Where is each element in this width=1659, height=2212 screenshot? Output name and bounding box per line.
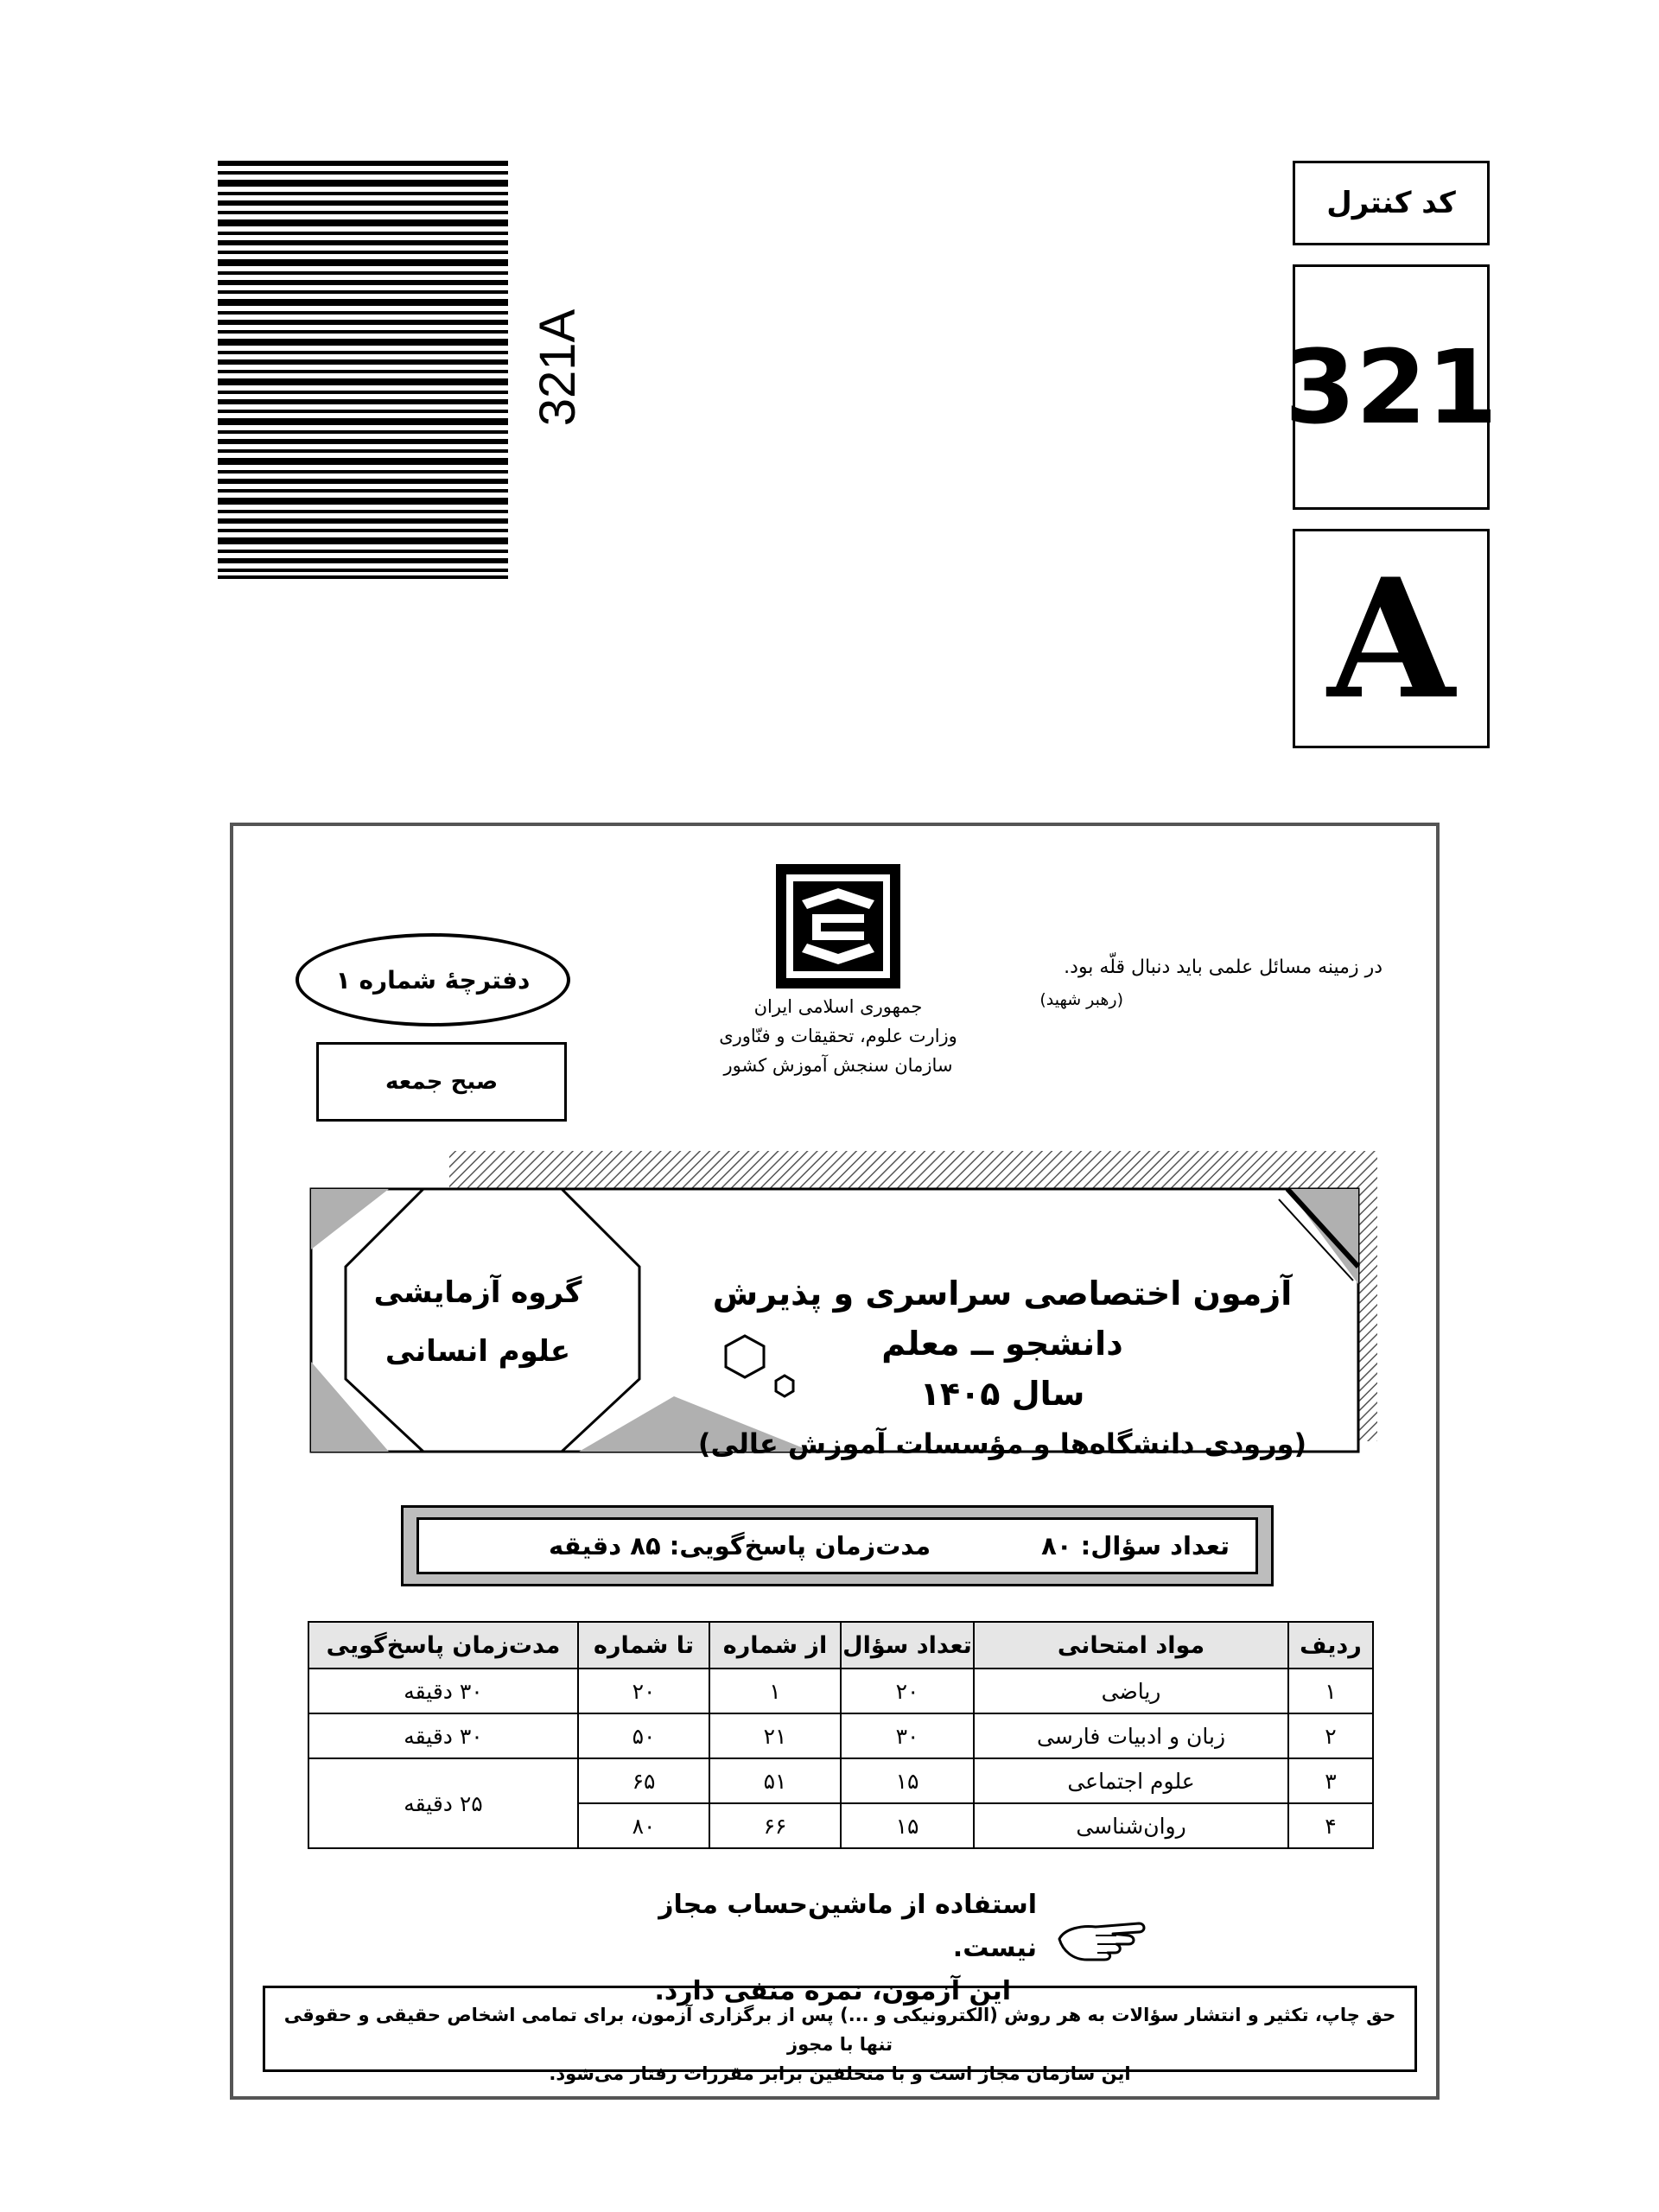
question-count-cell: ۱۵	[841, 1758, 974, 1803]
answer-duration: مدت‌زمان پاسخ‌گویی: ۸۵ دقیقه	[549, 1531, 931, 1560]
question-count: تعداد سؤال: ۸۰	[1041, 1531, 1230, 1560]
info-bar	[416, 1517, 1258, 1574]
exam-title-line1: آزمون اختصاصی سراسری و پذیرش دانشجو ــ معلم	[712, 1274, 1293, 1363]
quote-text: در زمینه مسائل علمی باید دنبال قلّه بود.	[1064, 957, 1382, 978]
to-number: ۵۰	[578, 1713, 709, 1758]
table-header-cell: مدت‌زمان پاسخ‌گویی	[308, 1622, 578, 1669]
organization-block	[674, 992, 1002, 1080]
sanjesh-logo-icon	[774, 862, 902, 990]
quote-author: (رهبر شهید)	[1039, 990, 1123, 1009]
table-header-cell: مواد امتحانی	[974, 1622, 1288, 1669]
control-code-number: 321	[1293, 264, 1490, 510]
subject-name: روان‌شناسی	[974, 1803, 1288, 1848]
copyright-line1: حق چاپ، تکثیر و انتشار سؤالات به هر روش (الکترونیکی و ...) پس از برگزاری آزمون، برای تمامی اشخاص حقیقی و حقوقی تنها با مجوز	[283, 2005, 1396, 2055]
exam-group-name: علوم انسانی	[385, 1334, 571, 1369]
org-line-country: جمهوری اسلامی ایران	[753, 996, 923, 1017]
row-index: ۴	[1288, 1803, 1373, 1848]
table-header-cell: تعداد سؤال	[841, 1622, 974, 1669]
copyright-line2: این سازمان مجاز است و با متخلفین برابر مقررات رفتار می‌شود.	[549, 2063, 1131, 2084]
question-count-cell: ۲۰	[841, 1669, 974, 1713]
table-row	[308, 1669, 1373, 1713]
table-header-cell: تا شماره	[578, 1622, 709, 1669]
subject-name: علوم اجتماعی	[974, 1758, 1288, 1803]
calculator-note: استفاده از ماشین‌حساب مجاز نیست.	[658, 1890, 1037, 1963]
exam-title-line3: (ورودی دانشگاه‌ها و مؤسسات آموزش عالی)	[697, 1427, 1307, 1460]
org-line-organization: سازمان سنجش آموزش کشور	[723, 1055, 953, 1076]
duration-cell: ۲۵ دقیقه	[308, 1758, 578, 1848]
duration-cell: ۳۰ دقیقه	[308, 1669, 578, 1713]
from-number: ۱	[709, 1669, 841, 1713]
table-header-row	[308, 1622, 1373, 1669]
barcode-icon	[218, 161, 508, 579]
quote-block	[1002, 949, 1382, 1013]
copyright-notice	[263, 1986, 1417, 2084]
subject-name: ریاضی	[974, 1669, 1288, 1713]
negative-score-note: این آزمون، نمره منفی دارد.	[654, 1976, 1011, 2006]
to-number: ۲۰	[578, 1669, 709, 1713]
to-number: ۸۰	[578, 1803, 709, 1848]
row-index: ۲	[1288, 1713, 1373, 1758]
exam-title	[657, 1268, 1348, 1469]
from-number: ۵۱	[709, 1758, 841, 1803]
exam-title-year: سال ۱۴۰۵	[919, 1375, 1085, 1413]
barcode-text: 321A	[530, 308, 587, 426]
subjects-table	[308, 1621, 1374, 1849]
exam-session: صبح جمعه	[316, 1042, 567, 1122]
pointing-hand-icon	[1056, 1913, 1151, 1965]
booklet-type-letter: A	[1293, 529, 1490, 748]
from-number: ۶۶	[709, 1803, 841, 1848]
subject-name: زبان و ادبیات فارسی	[974, 1713, 1288, 1758]
control-code-label: کد کنترل	[1293, 161, 1490, 245]
exam-group-label: گروه آزمایشی	[373, 1275, 582, 1310]
table-header-cell: از شماره	[709, 1622, 841, 1669]
exam-group	[346, 1263, 610, 1381]
duration-cell: ۳۰ دقیقه	[308, 1713, 578, 1758]
to-number: ۶۵	[578, 1758, 709, 1803]
row-index: ۳	[1288, 1758, 1373, 1803]
table-row	[308, 1713, 1373, 1758]
booklet-number: دفترچهٔ شماره ۱	[296, 933, 570, 1027]
table-row	[308, 1758, 1373, 1803]
question-count-cell: ۳۰	[841, 1713, 974, 1758]
table-header-cell: ردیف	[1288, 1622, 1373, 1669]
from-number: ۲۱	[709, 1713, 841, 1758]
row-index: ۱	[1288, 1669, 1373, 1713]
org-line-ministry: وزارت علوم، تحقیقات و فنّاوری	[719, 1026, 957, 1046]
question-count-cell: ۱۵	[841, 1803, 974, 1848]
